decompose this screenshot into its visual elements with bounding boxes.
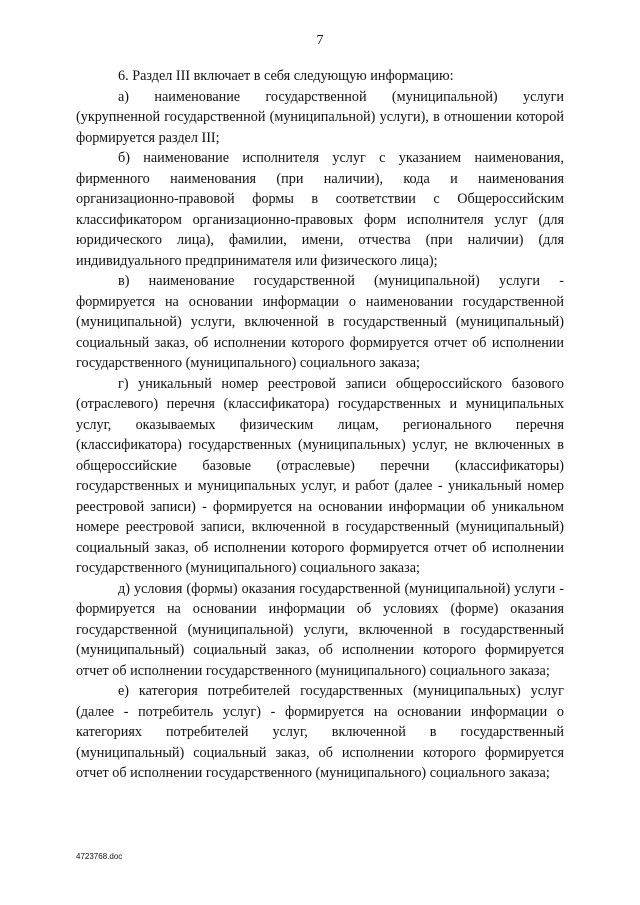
paragraph-section-intro: 6. Раздел III включает в себя следующую информацию: — [118, 68, 454, 84]
page-number: 7 — [316, 33, 324, 48]
paragraph-item-v: в) наименование государственной (муниципальной) услуги - формируется на основании информации о наименовании государственной (муниципальной) услуги, включенной в государственный (муниципальный) социальный заказ, об исполнении которого формируется отчет об исполнении государственного (муниципального) социального заказа; — [76, 273, 564, 371]
paragraph-item-d: д) условия (формы) оказания государственной (муниципальной) услуги - формируется на основании информации об условиях (форме) оказания государственной (муниципальной) услуги, включенной в государственный (муниципальный) социальный заказ, об исполнении которого формируется отчет об исполнении государственного (муниципального) социального заказа; — [76, 580, 564, 679]
document-body — [76, 66, 564, 784]
paragraph-item-g: г) уникальный номер реестровой записи общероссийского базового (отраслевого) перечня (классификатора) государственных и муниципальных услуг, оказываемых физическим лицам, регионального перечня (классификатора) государственных (муниципальных) услуг, не включенных в общероссийские базовые (отраслевые) перечни (классификаторы) государственных и муниципальных услуг, и работ (далее - уникальный номер реестровой записи) - формируется на основании информации об уникальном номере реестровой записи, включенной в государственный (муниципальный) социальный заказ, об исполнении которого формируется отчет об исполнении государственного (муниципального) социального заказа; — [76, 375, 564, 576]
paragraph-item-b: б) наименование исполнителя услуг с указанием наименования, фирменного наименования (при наличии), кода и наименования организационно-правовой формы в соответствии с Общероссийским классификатором организационно-правовых форм исполнителя услуг (для юридического лица), фамилии, имени, отчества (при наличии) (для индивидуального предпринимателя или физического лица); — [76, 150, 564, 269]
file-name-footer: 4723768.doc — [76, 852, 123, 861]
paragraph-item-e: е) категория потребителей государственных (муниципальных) услуг (далее - потребитель услуг) - формируется на основании информации о категориях потребителей услуг, включенной в государственный (муниципальный) социальный заказ, об исполнении которого формируется отчет об исполнении государственного (муниципального) социального заказа; — [76, 683, 564, 781]
paragraph-item-a: а) наименование государственной (муниципальной) услуги (укрупненной государственной (муниципальной) услуги), в отношении которой формируется раздел III; — [76, 88, 564, 146]
